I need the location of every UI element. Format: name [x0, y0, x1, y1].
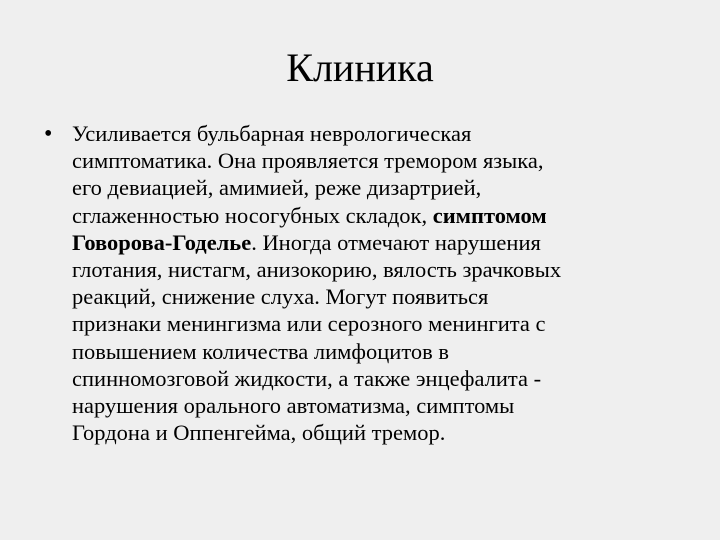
text-segment: Усиливается бульбарная неврологическая [72, 121, 472, 146]
text-segment: Гордона и Оппенгейма, общий тремор. [72, 420, 446, 446]
text-segment: спинномозговой жидкости, а также энцефалита - [72, 365, 542, 391]
text-line [72, 174, 684, 201]
text-line [72, 229, 684, 256]
text-line [72, 283, 684, 310]
text-line [72, 120, 684, 147]
text-segment: симптоматика. Она проявляется тремором языка, [72, 148, 544, 174]
text-line [72, 202, 684, 229]
text-segment: реакций, снижение слуха. Могут появиться [72, 284, 489, 310]
text-line [72, 310, 684, 337]
slide-title: Клиника [286, 45, 434, 90]
text-segment: глотания, нистагм, анизокорию, вялость зрачковых [72, 257, 562, 283]
text-segment: нарушения орального автоматизма, симптомы [72, 393, 515, 419]
text-segment: признаки менингизма или серозного менингита с [72, 311, 546, 337]
text-line [72, 392, 684, 419]
bullet-icon: • [44, 121, 53, 147]
text-line [72, 419, 684, 446]
text-line [72, 365, 684, 392]
text-segment: . Иногда отмечают нарушения [251, 229, 541, 255]
bold-text-segment: симптомом [432, 202, 547, 228]
text-segment: его девиацией, амимией, реже дизартрией, [72, 175, 482, 201]
text-line [72, 147, 684, 174]
text-line [72, 338, 684, 365]
bold-text-segment: Говорова-Годелье [72, 229, 252, 255]
text-line [72, 256, 684, 283]
bullet-item [44, 120, 684, 446]
text-segment: сглаженностью носогубных складок, [72, 202, 433, 228]
text-segment: повышением количества лимфоцитов в [72, 338, 449, 364]
bullet-text [72, 120, 684, 446]
